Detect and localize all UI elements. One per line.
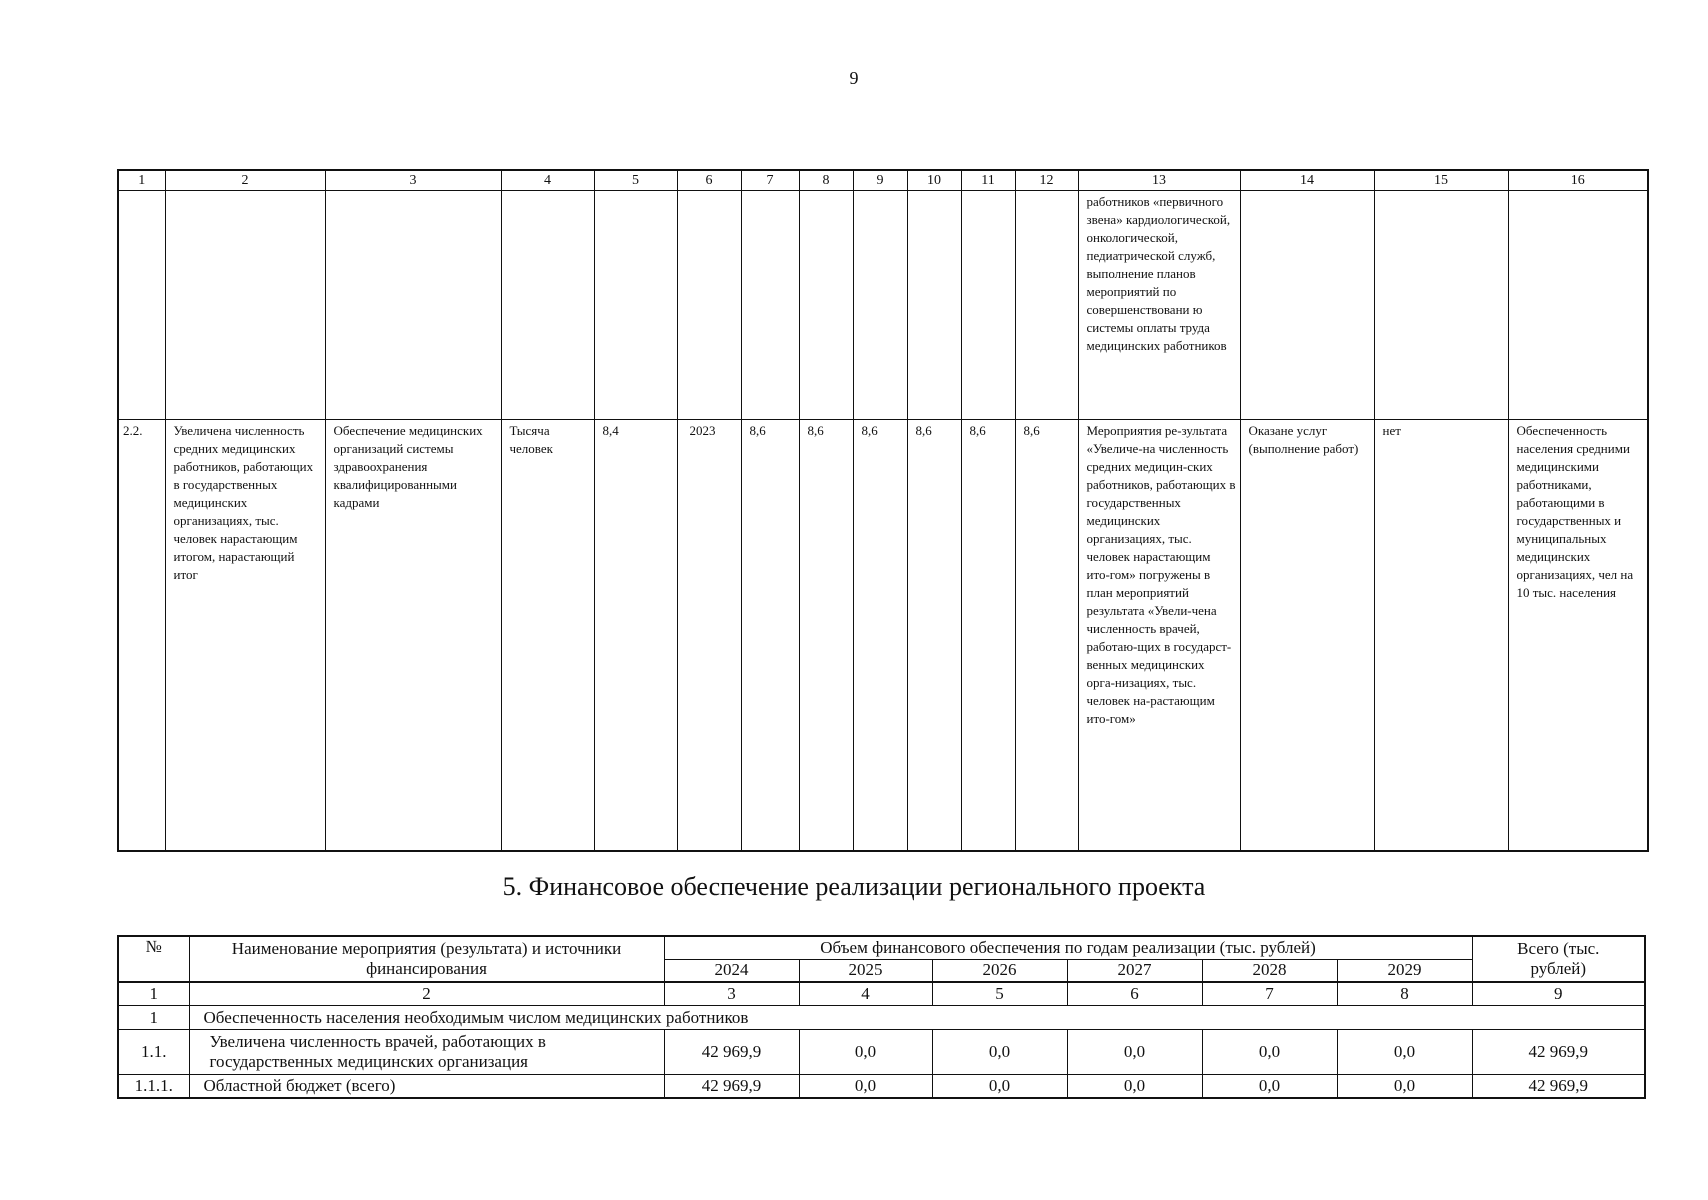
col-number: 9: [853, 170, 907, 191]
table-row: [118, 1030, 1645, 1075]
amount-cell: 0,0: [1337, 1075, 1472, 1099]
year-cell: 2029: [1337, 959, 1472, 982]
col-number: 3: [325, 170, 501, 191]
col-number: 4: [799, 982, 932, 1006]
amount-cell: 0,0: [1337, 1030, 1472, 1075]
col-number: 5: [932, 982, 1067, 1006]
col-number: 6: [1067, 982, 1202, 1006]
row-name: Областной бюджет (всего): [189, 1075, 664, 1099]
col-number: 6: [677, 170, 741, 191]
amount-cell: 0,0: [1067, 1075, 1202, 1099]
header-name: Наименование мероприятия (результата) и источники финансирования: [189, 936, 664, 982]
col-number: 7: [1202, 982, 1337, 1006]
amount-cell: 0,0: [1202, 1030, 1337, 1075]
header-total: Всего (тыс. рублей): [1472, 936, 1645, 982]
col-number: 1: [118, 170, 165, 191]
col-number: 8: [799, 170, 853, 191]
indicators-table: [117, 169, 1649, 852]
table-row: [118, 420, 1648, 852]
col-number: 9: [1472, 982, 1645, 1006]
base-year: 2023: [677, 420, 741, 852]
task-name: Обеспечение медицинских организаций системы здравоохранения квалифицированными кадрами: [325, 420, 501, 852]
col-number: 16: [1508, 170, 1648, 191]
year-cell: 2024: [664, 959, 799, 982]
column-number-row: [118, 170, 1648, 191]
description: Мероприятия ре-зультата «Увеличе-на численность средних медицин-ских работников, работающих в государственных медицинских организациях, тыс. человек нарастающим ито-гом» погружены в план мероприятий результата «Увели-чена численность врачей, работаю-щих в государст-венных медицинских орга-низациях, тыс. человек на-растающим ито-гом»: [1078, 420, 1240, 852]
linked-indicator: Обеспеченность населения средними медицинскими работниками, работающими в государственных и муниципальных медицинских организациях, чел на 10 тыс. населения: [1508, 420, 1648, 852]
amount-cell: 0,0: [799, 1030, 932, 1075]
col-number: 15: [1374, 170, 1508, 191]
table-row: [118, 1075, 1645, 1099]
row-number: 1.1.1.: [118, 1075, 189, 1099]
value-cell: 8,6: [961, 420, 1015, 852]
col-number: 3: [664, 982, 799, 1006]
col-number: 8: [1337, 982, 1472, 1006]
col-number: 5: [594, 170, 677, 191]
amount-cell: 0,0: [932, 1075, 1067, 1099]
row-name: Увеличена численность врачей, работающих в государственных медицинских организация: [189, 1030, 664, 1075]
value-cell: 8,6: [799, 420, 853, 852]
row-number: 1: [118, 1006, 189, 1030]
col-number: 4: [501, 170, 594, 191]
flag: нет: [1374, 420, 1508, 852]
amount-cell: 0,0: [1202, 1075, 1337, 1099]
col-number: 12: [1015, 170, 1078, 191]
row-number: 2.2.: [118, 420, 165, 852]
amount-cell: 0,0: [799, 1075, 932, 1099]
row-name: Обеспеченность населения необходимым числом медицинских работников: [189, 1006, 1645, 1030]
amount-cell: 0,0: [932, 1030, 1067, 1075]
col-number: 2: [165, 170, 325, 191]
header-volume: Объем финансового обеспечения по годам реализации (тыс. рублей): [664, 936, 1472, 959]
value-cell: 8,6: [741, 420, 799, 852]
year-cell: 2026: [932, 959, 1067, 982]
col-number: 2: [189, 982, 664, 1006]
page-number: 9: [849, 68, 859, 88]
section-title: 5. Финансовое обеспечение реализации регионального проекта: [502, 872, 1206, 901]
year-cell: 2025: [799, 959, 932, 982]
value-cell: 8,6: [853, 420, 907, 852]
amount-cell: 42 969,9: [664, 1030, 799, 1075]
continuation-row: [118, 191, 1648, 420]
amount-cell: 0,0: [1067, 1030, 1202, 1075]
year-cell: 2028: [1202, 959, 1337, 982]
value-cell: 8,6: [1015, 420, 1078, 852]
value-cell: 8,6: [907, 420, 961, 852]
col-number: 14: [1240, 170, 1374, 191]
column-number-row: [118, 982, 1645, 1006]
unit: Тысяча человек: [501, 420, 594, 852]
amount-cell: 42 969,9: [664, 1075, 799, 1099]
base-value: 8,4: [594, 420, 677, 852]
type: Оказане услуг (выполнение работ): [1240, 420, 1374, 852]
table-row: [118, 1006, 1645, 1030]
col-number: 7: [741, 170, 799, 191]
year-cell: 2027: [1067, 959, 1202, 982]
total-cell: 42 969,9: [1472, 1030, 1645, 1075]
row-number: 1.1.: [118, 1030, 189, 1075]
header-num: №: [118, 936, 189, 982]
col-number: 11: [961, 170, 1015, 191]
continuation-text: работников «первичного звена» кардиологической, онкологической, педиатрической служб, выполнение планов мероприятий по совершенствовани ю системы оплаты труда медицинских работников: [1078, 191, 1240, 420]
header-row: [118, 936, 1645, 959]
col-number: 10: [907, 170, 961, 191]
col-number: 13: [1078, 170, 1240, 191]
result-name: Увеличена численность средних медицинских работников, работающих в государственных медицинских организациях, тыс. человек нарастающим итогом, нарастающий итог: [165, 420, 325, 852]
total-cell: 42 969,9: [1472, 1075, 1645, 1099]
financing-table: [117, 935, 1646, 1099]
col-number: 1: [118, 982, 189, 1006]
